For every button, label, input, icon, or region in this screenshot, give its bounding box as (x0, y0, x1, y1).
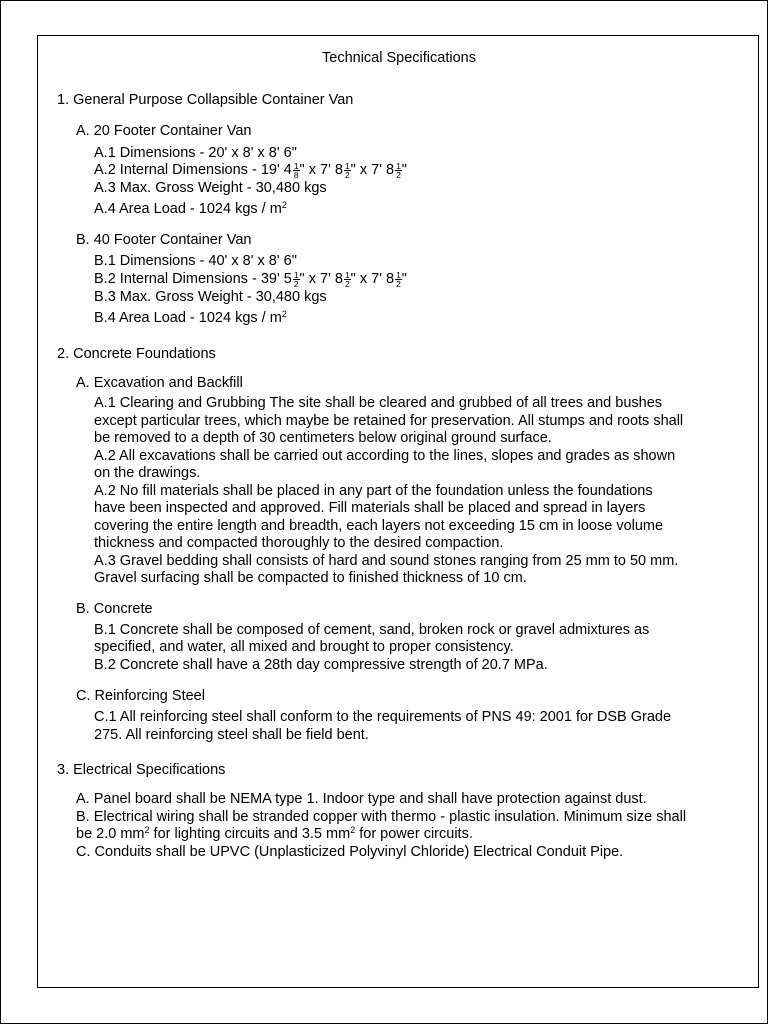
paragraph-line: covering the entire length and breadth, each layers not exceeding 15 cm in loose volume (94, 518, 664, 534)
spec-a3: A.3 Max. Gross Weight - 30,480 kgs (94, 180, 327, 196)
paragraph-line: on the drawings. (94, 465, 201, 481)
paragraph-line: A.2 No fill materials shall be placed in any part of the foundation unless the foundations (94, 483, 653, 499)
page-title: Technical Specifications (322, 50, 476, 66)
fraction: $\frac{1}{2}$ (344, 161, 350, 180)
fraction: $\frac{1}{8}$ (293, 161, 299, 180)
subsection-1b-heading: B. 40 Footer Container Van (76, 232, 252, 248)
paragraph-line: A.3 Gravel bedding shall consists of hard and sound stones ranging from 25 mm to 50 mm. (94, 553, 679, 569)
section-2-heading: 2. Concrete Foundations (57, 346, 216, 362)
paragraph-line: except particular trees, which maybe be retained for preservation. All stumps and roots shall (94, 413, 684, 429)
paragraph-line: be removed to a depth of 30 centimeters below original ground surface. (94, 430, 552, 446)
section-3-heading: 3. Electrical Specifications (57, 762, 226, 778)
fraction: $\frac{1}{2}$ (293, 270, 299, 289)
paragraph-line: C.1 All reinforcing steel shall conform to the requirements of PNS 49: 2001 for DSB Grade (94, 709, 672, 725)
paragraph-line: B.1 Concrete shall be composed of cement, sand, broken rock or gravel admixtures as (94, 622, 650, 638)
document-frame (37, 35, 759, 988)
section-1-heading: 1. General Purpose Collapsible Container Van (57, 92, 354, 108)
paragraph-line: A. Panel board shall be NEMA type 1. Indoor type and shall have protection against dust. (76, 791, 647, 807)
subsection-1a-heading: A. 20 Footer Container Van (76, 123, 252, 139)
fraction: $\frac{1}{2}$ (396, 270, 401, 289)
subsection-2a-heading: A. Excavation and Backfill (76, 375, 243, 391)
paragraph-line: be 2.0 $mm^2$ for lighting circuits and 3.5 $mm^2$ for power circuits. (76, 825, 473, 842)
spec-b1: B.1 Dimensions - 40' x 8' x 8' 6" (94, 253, 297, 269)
spec-b3: B.3 Max. Gross Weight - 30,480 kgs (94, 289, 327, 305)
paragraph-line: B.2 Concrete shall have a 28th day compressive strength of 20.7 MPa. (94, 657, 548, 673)
paragraph-line: specified, and water, all mixed and brought to proper consistency. (94, 639, 514, 655)
spec-b4: B.4 Area Load - 1024 kgs / $m^2$ (94, 309, 287, 326)
spec-a1: A.1 Dimensions - 20' x 8' x 8' 6" (94, 145, 297, 161)
paragraph-line: thickness and compacted thoroughly to the desired compaction. (94, 535, 504, 551)
paragraph-line: A.2 All excavations shall be carried out according to the lines, slopes and grades as shown (94, 448, 676, 464)
paragraph-line: 275. All reinforcing steel shall be field bent. (94, 727, 369, 743)
paragraph-line: Gravel surfacing shall be compacted to finished thickness of 10 cm. (94, 570, 527, 586)
subsection-2c-heading: C. Reinforcing Steel (76, 688, 205, 704)
paragraph-line: have been inspected and approved. Fill materials shall be placed and spread in layers (94, 500, 646, 516)
subsection-2b-heading: B. Concrete (76, 601, 153, 617)
paragraph-line: B. Electrical wiring shall be stranded copper with thermo - plastic insulation. Minimum size shall (76, 809, 687, 825)
fraction: $\frac{1}{2}$ (396, 161, 401, 180)
spec-a2: A.2 Internal Dimensions - 19' 4 $\frac{1}{8}$ " x 7' 8 $\frac{1}{2}$ " x 7' 8 $\frac{1}{2}$ " (94, 161, 407, 180)
paragraph-line: A.1 Clearing and Grubbing The site shall be cleared and grubbed of all trees and bushes (94, 395, 663, 411)
fraction: $\frac{1}{2}$ (344, 270, 350, 289)
paragraph-line: C. Conduits shall be UPVC (Unplasticized Polyvinyl Chloride) Electrical Conduit Pipe. (76, 844, 624, 860)
spec-b2: B.2 Internal Dimensions - 39' 5 $\frac{1}{2}$ " x 7' 8 $\frac{1}{2}$ " x 7' 8 $\frac{1}{2}$ " (94, 270, 407, 289)
spec-a4: A.4 Area Load - 1024 kgs / $m^2$ (94, 200, 287, 217)
